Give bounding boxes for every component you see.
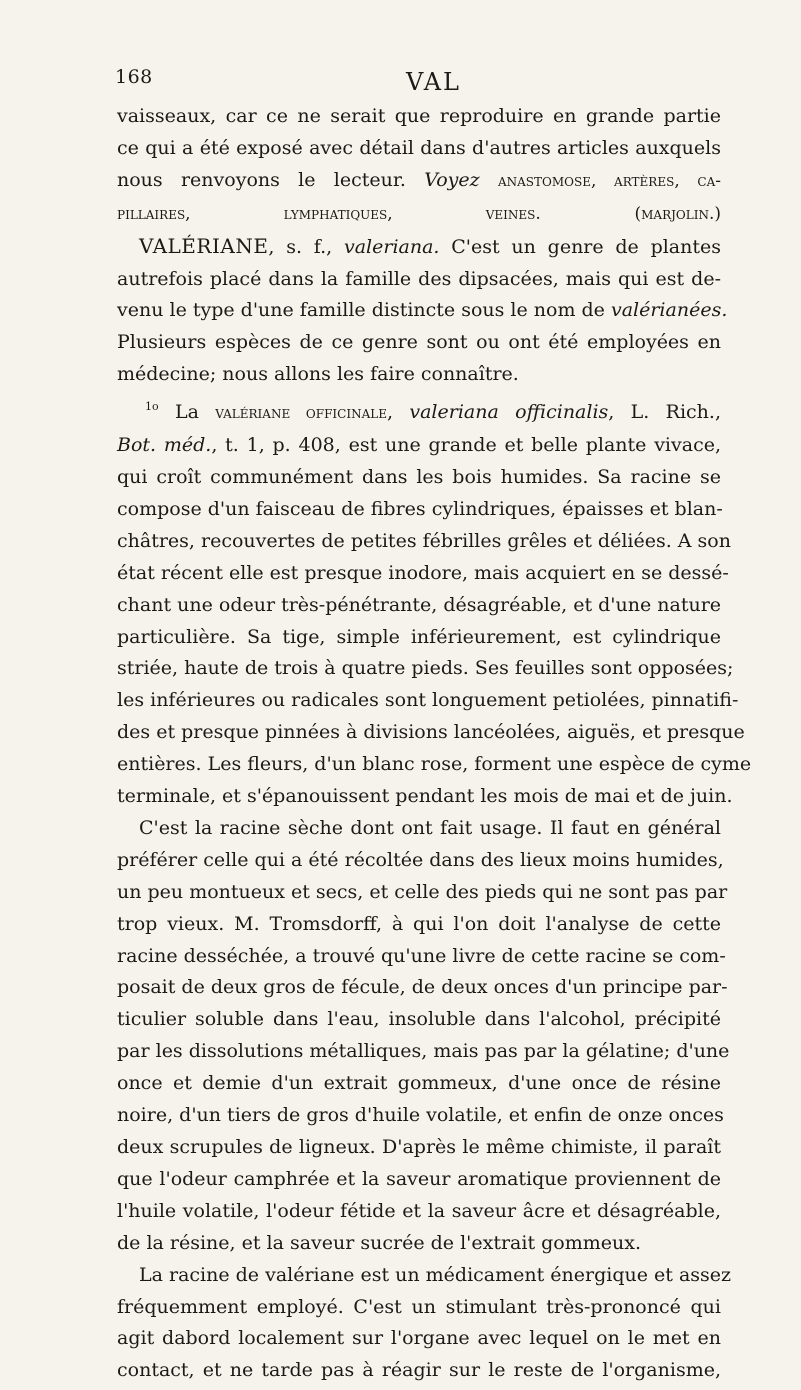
text-line: l'huile volatile, l'odeur fétide et la saveur âcre et désagréable, bbox=[117, 1199, 721, 1222]
species-name: valériane officinale bbox=[215, 403, 387, 424]
text-line: que l'odeur camphrée et la saveur aromatique proviennent de bbox=[117, 1167, 721, 1190]
text-span: , t. 1, p. 408, est une grande et belle plante vivace, bbox=[211, 434, 721, 457]
text-line: préférer celle qui a été récoltée dans des lieux moins humides, bbox=[117, 848, 724, 871]
text-line: deux scrupules de ligneux. D'après le même chimiste, il paraît bbox=[117, 1136, 721, 1158]
text-line: un peu montueux et secs, et celle des pieds qui ne sont pas par bbox=[117, 880, 728, 903]
text-line: entières. Les fleurs, d'un blanc rose, forment une espèce de cyme bbox=[117, 753, 752, 776]
text-span: venu le type d'une famille distincte sous le nom de bbox=[117, 299, 605, 322]
latin-name: valeriana. bbox=[344, 235, 440, 258]
text-line: noire, d'un tiers de gros d'huile volatile, et enfin de onze onces bbox=[117, 1104, 724, 1127]
text-line: striée, haute de trois à quatre pieds. Ses feuilles sont opposées; bbox=[117, 657, 734, 680]
page-number: 168 bbox=[115, 66, 153, 88]
text-line: trop vieux. M. Tromsdorff, à qui l'on doit l'analyse de cette bbox=[117, 912, 721, 935]
list-number: 1o bbox=[145, 400, 159, 414]
text-line: racine desséchée, a trouvé qu'une livre de cette racine se com- bbox=[117, 944, 726, 967]
text-line: châtres, recouvertes de petites fébrilles grêles et déliées. A son bbox=[117, 529, 731, 552]
text-line bbox=[117, 391, 721, 430]
citation: Bot. méd. bbox=[117, 434, 212, 457]
page-header bbox=[115, 66, 685, 102]
text-span: , s. f., bbox=[268, 235, 333, 258]
text-line: ce qui a été exposé avec détail dans d'autres articles auxquels bbox=[117, 136, 721, 159]
cross-reference-terms: anastomose, artères, ca- bbox=[497, 170, 721, 191]
text-line: terminale, et s'épanouissent pendant les mois de mai et de juin. bbox=[117, 785, 733, 808]
text-line bbox=[117, 430, 721, 462]
text-line: Plusieurs espèces de ce genre sont ou ont été employées en bbox=[117, 331, 721, 354]
text-line bbox=[117, 231, 721, 264]
text-line: once et demie d'un extrait gommeux, d'une once de résine bbox=[117, 1072, 721, 1095]
text-line: vaisseaux, car ce ne serait que reproduire en grande partie bbox=[117, 105, 721, 127]
text-line: des et presque pinnées à divisions lancéolées, aiguës, et presque bbox=[117, 721, 745, 744]
text-line: de la résine, et la saveur sucrée de l'extrait gommeux. bbox=[117, 1231, 641, 1254]
author-signature: (marjolin.) bbox=[634, 203, 721, 224]
text-line: contact, et ne tarde pas à réagir sur le reste de l'organisme, bbox=[117, 1359, 721, 1382]
family-name: valérianées. bbox=[610, 299, 728, 322]
text-line: agit dabord localement sur l'organe avec lequel on le met en bbox=[117, 1327, 721, 1350]
text-line: qui croît communément dans les bois humides. Sa racine se bbox=[117, 465, 721, 488]
text-line bbox=[117, 198, 721, 231]
text-line: particulière. Sa tige, simple inférieurement, est cylindrique bbox=[117, 625, 721, 648]
text-span: La bbox=[174, 401, 199, 424]
text-line: posait de deux gros de fécule, de deux onces d'un principe par- bbox=[117, 976, 728, 999]
cross-reference-label: Voyez bbox=[424, 168, 480, 191]
text-span: , bbox=[386, 401, 394, 424]
entry-headword: VALÉRIANE bbox=[139, 233, 269, 258]
text-line: ticulier soluble dans l'eau, insoluble dans l'alcohol, précipité bbox=[117, 1008, 721, 1031]
cross-reference-terms: pillaires, lymphatiques, veines. bbox=[117, 203, 541, 224]
latin-name: valeriana officinalis bbox=[409, 401, 609, 424]
text-line: état récent elle est presque inodore, mais acquiert en se dessé- bbox=[117, 561, 729, 584]
text-line: médecine; nous allons les faire connaître. bbox=[117, 363, 519, 386]
text-line: les inférieures ou radicales sont longuement petiolées, pinnatifi- bbox=[117, 689, 739, 712]
text-line: par les dissolutions métalliques, mais pas par la gélatine; d'une bbox=[117, 1040, 730, 1063]
text-span: nous renvoyons le lecteur. bbox=[117, 168, 406, 191]
text-line: compose d'un faisceau de fibres cylindriques, épaisses et blan- bbox=[117, 497, 723, 520]
text-line bbox=[117, 165, 721, 198]
text-line bbox=[117, 295, 728, 327]
text-line: autrefois placé dans la famille des dipsacées, mais qui est de- bbox=[117, 267, 721, 290]
text-line: fréquemment employé. C'est un stimulant très-prononcé qui bbox=[117, 1295, 721, 1318]
text-span: C'est un genre de plantes bbox=[451, 235, 722, 258]
text-line: C'est la racine sèche dont ont fait usage. Il faut en général bbox=[139, 816, 721, 839]
running-head: VAL bbox=[406, 68, 461, 96]
text-line: La racine de valériane est un médicament énergique et assez bbox=[139, 1263, 732, 1286]
text-span: , L. Rich., bbox=[608, 401, 722, 424]
text-line: chant une odeur très-pénétrante, désagréable, et d'une nature bbox=[117, 593, 722, 616]
body-text bbox=[117, 101, 752, 1387]
